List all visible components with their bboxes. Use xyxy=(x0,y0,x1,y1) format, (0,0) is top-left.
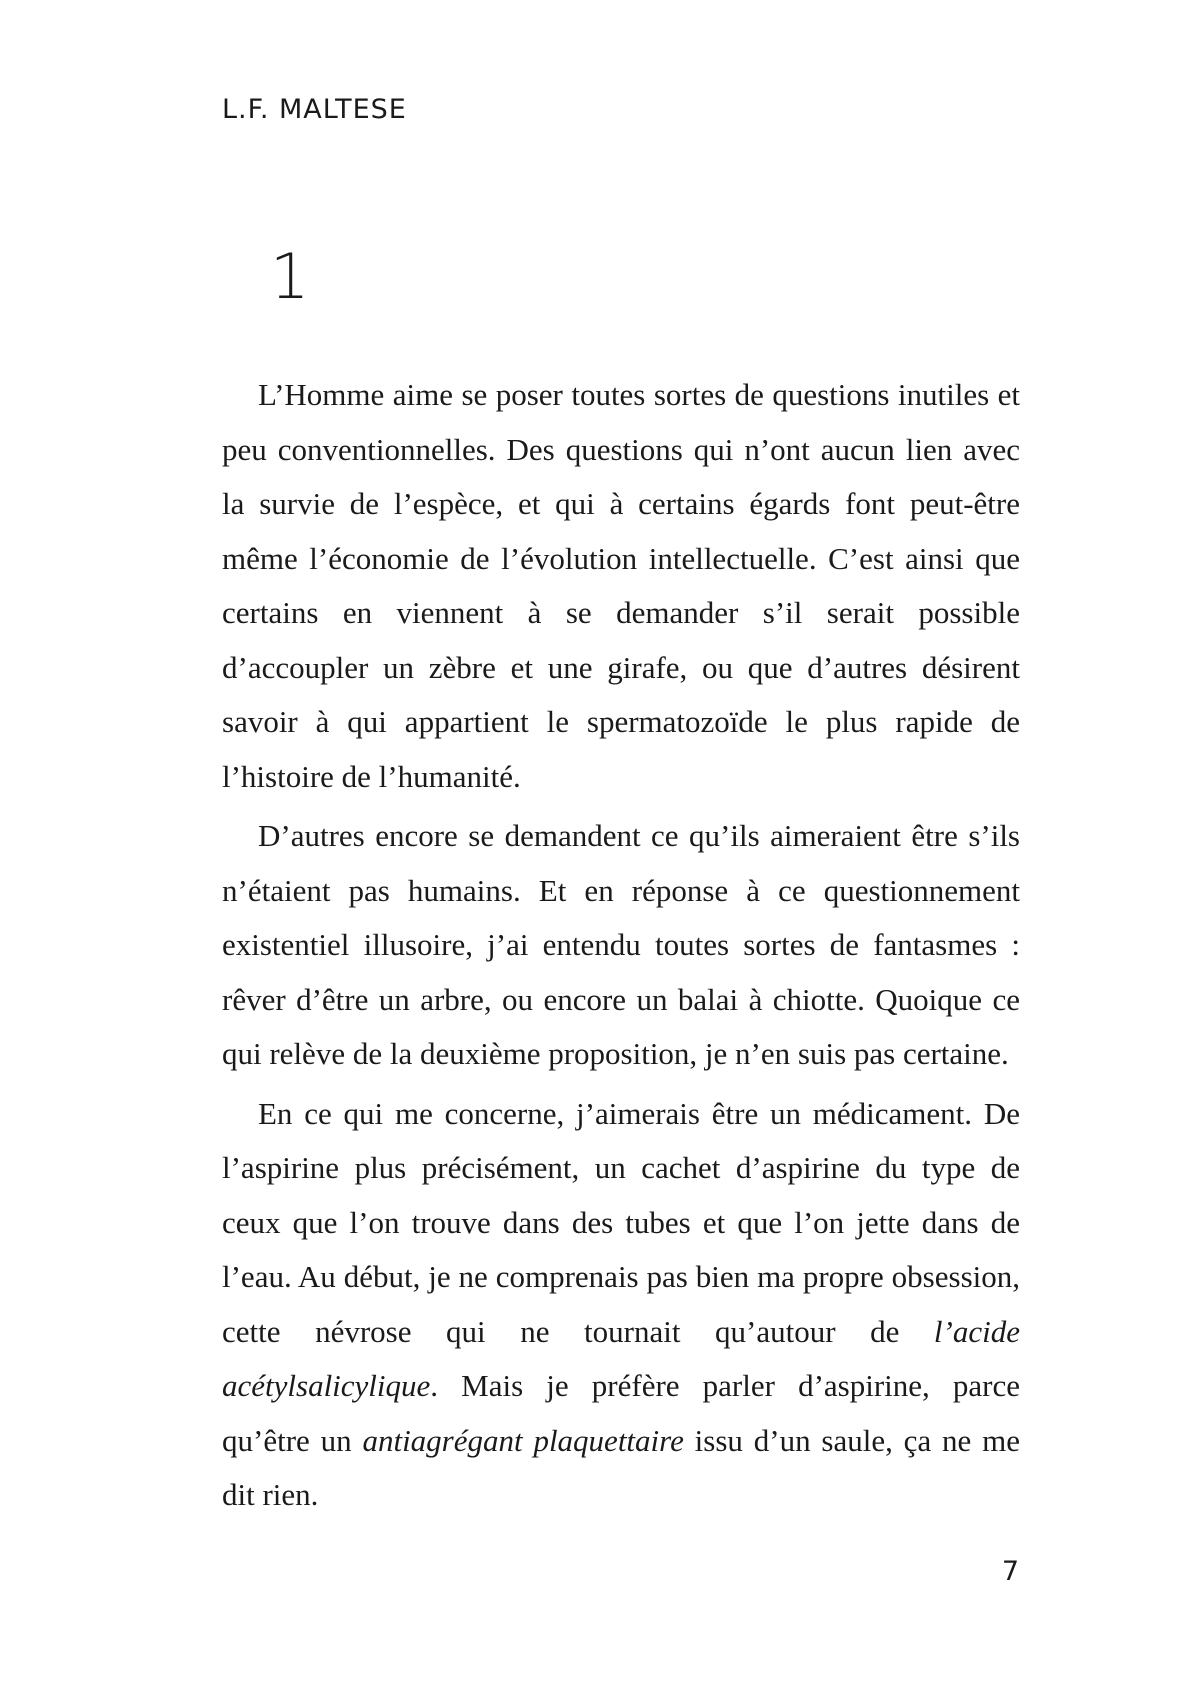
paragraph-2 xyxy=(222,809,1020,1082)
paragraph-1 xyxy=(222,368,1020,804)
page-number: 7 xyxy=(1001,1556,1019,1587)
paragraph-3-text-a: En ce qui me concerne, j’aimerais être un médicament. De l’aspirine plus précisément, un cachet d’aspirine du type de ceux que l’on trouve dans des tubes et que l’on jette dans de l’eau. Au début, je ne comprenais pas bien ma propre obsession, cette névrose qui ne tournait qu’autour de xyxy=(222,1095,1020,1349)
running-head-author: L.F. MALTESE xyxy=(222,94,407,125)
paragraph-1-text: L’Homme aime se poser toutes sortes de questions inutiles et peu conventionnelles. Des questions qui n’ont aucun lien avec la survie de l’espèce, et qui à certains égards font peut-être même l’économie de l’évolution intellectuelle. C’est ainsi que certains en viennent à se demander s’il serait possible d’accoupler un zèbre et une girafe, ou que d’autres désirent savoir à qui appartient le spermatozoïde le plus rapide de l’histoire de l’humanité. xyxy=(222,377,1020,794)
chapter-number: 1 xyxy=(270,240,310,313)
italic-term-acide-acetylsalicylique: l’acide acétylsalicylique xyxy=(222,1313,1020,1403)
paragraph-3 xyxy=(222,1087,1020,1523)
paragraph-3-text-b: . Mais je préfère parler d’aspirine, parce qu’être un xyxy=(222,1368,1020,1458)
paragraph-2-text: D’autres encore se demandent ce qu’ils aimeraient être s’ils n’étaient pas humains. Et en réponse à ce questionnement existentiel illusoire, j’ai entendu toutes sortes de fantasmes : rêver d’être un arbre, ou encore un balai à chiotte. Quoique ce qui relève de la deuxième proposition, je n’en suis pas certaine. xyxy=(222,818,1020,1071)
italic-term-antiagregant-plaquettaire: antiagrégant plaquettaire xyxy=(362,1422,684,1458)
chapter-body xyxy=(222,368,1020,1523)
paragraph-3-text-c: issu d’un saule, ça ne me dit rien. xyxy=(222,1422,1021,1512)
